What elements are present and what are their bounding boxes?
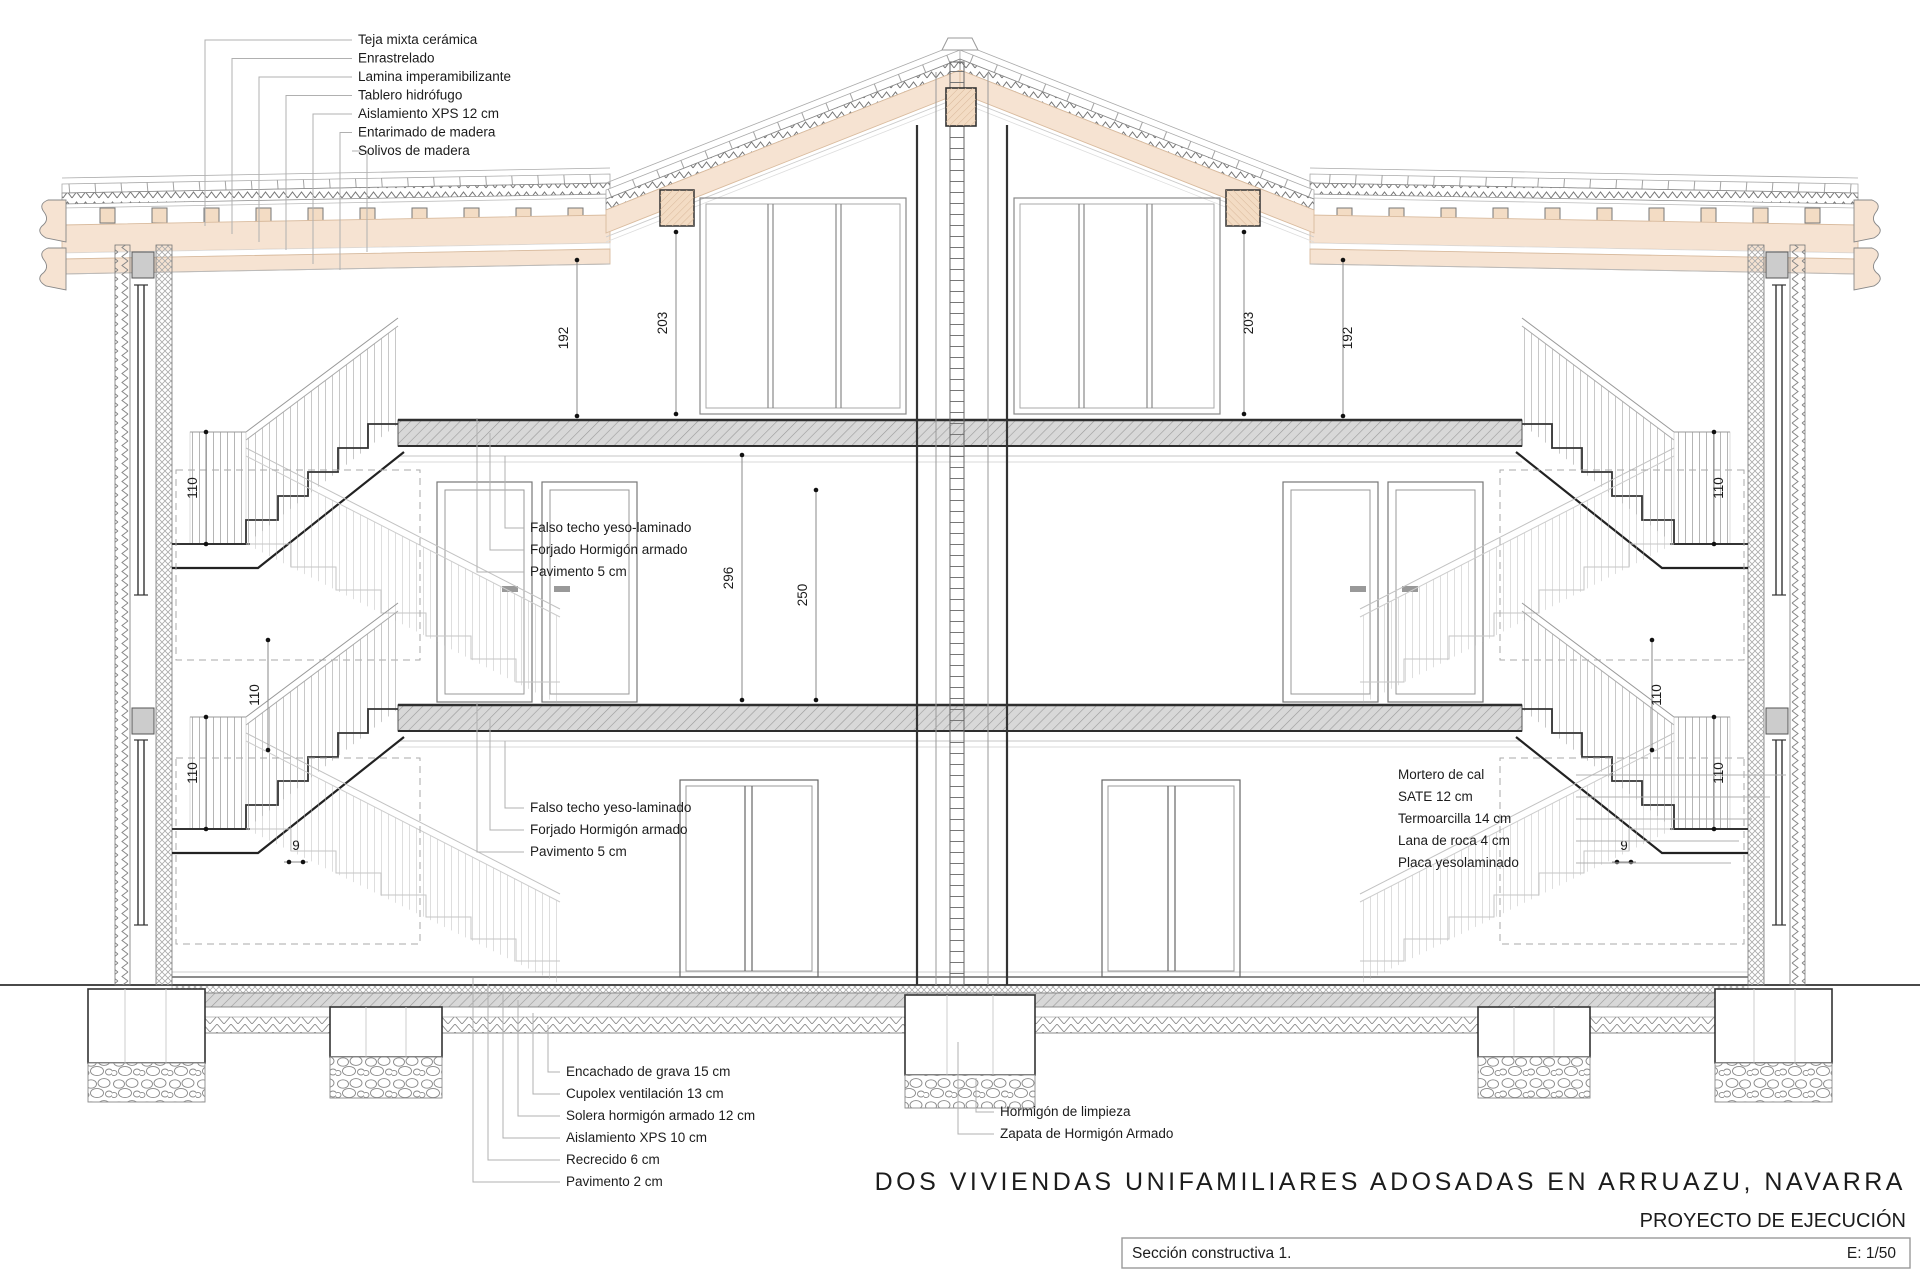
- dim-110-left-upper: 110: [185, 477, 200, 499]
- wall-layer-label: SATE 12 cm: [1398, 789, 1473, 804]
- dim-110-right-upper: 110: [1711, 477, 1726, 499]
- dim-296: 296: [721, 566, 736, 590]
- right-half-structure: [960, 43, 1880, 1102]
- party-wall: [917, 62, 1007, 985]
- roof-layer-label: Aislamiento XPS 12 cm: [358, 106, 500, 121]
- dim-192-left: 192: [556, 326, 571, 350]
- drawing-subtitle: PROYECTO DE EJECUCIÓN: [1639, 1210, 1906, 1232]
- dim-203-right: 203: [1241, 311, 1256, 335]
- floor-layer-label: Pavimento 5 cm: [530, 564, 627, 579]
- wall-layer-label: Placa yesolaminado: [1398, 855, 1519, 870]
- ground-layer-labels: [473, 978, 755, 1189]
- ground-layer-label: Aislamiento XPS 10 cm: [566, 1130, 708, 1145]
- floor-layer-label: Forjado Hormigón armado: [530, 822, 688, 837]
- floor-layer-label: Falso techo yeso-laminado: [530, 520, 692, 535]
- main-roof: [606, 43, 960, 242]
- central-footing: [905, 995, 1035, 1108]
- foundation-label: Zapata de Hormigón Armado: [1000, 1126, 1174, 1141]
- dim-110-right-lower: 110: [1711, 762, 1726, 784]
- purlin-beam: [660, 190, 694, 226]
- roof-layer-label: Enrastrelado: [358, 50, 435, 66]
- ground-layer-label: Pavimento 2 cm: [566, 1174, 663, 1189]
- dim-203-left: 203: [655, 311, 670, 335]
- attic-window: [700, 198, 906, 414]
- dim-110-left-lower: 110: [185, 762, 200, 784]
- wall-layer-label: Lana de roca 4 cm: [1398, 833, 1510, 848]
- wall-layer-label: Mortero de cal: [1398, 767, 1485, 782]
- dim-9-right: 9: [1620, 838, 1628, 853]
- ground-layer-label: Cupolex ventilación 13 cm: [566, 1086, 724, 1101]
- exterior-wall: [115, 245, 172, 985]
- floor-layer-label: Pavimento 5 cm: [530, 844, 627, 859]
- wall-layer-label: Termoarcilla 14 cm: [1398, 811, 1512, 826]
- roof-layer-label: Entarimado de madera: [358, 124, 496, 140]
- drawing-title: DOS VIVIENDAS UNIFAMILIARES ADOSADAS EN ARRUAZU, NAVARRA: [874, 1168, 1906, 1196]
- roof-layer-label: Solivos de madera: [358, 143, 470, 158]
- dim-250: 250: [795, 583, 810, 607]
- ground-layer-label: Solera hormigón armado 12 cm: [566, 1108, 756, 1123]
- foundation-label: Hormigón de limpieza: [1000, 1104, 1131, 1119]
- ground-layer-label: Encachado de grava 15 cm: [566, 1064, 731, 1079]
- ground-window: [680, 780, 818, 977]
- title-block: [875, 1168, 1910, 1268]
- sheet-scale: E: 1/50: [1846, 1245, 1896, 1262]
- sheet-name: Sección constructiva 1.: [1132, 1245, 1292, 1262]
- roof-layer-label: Tablero hidrófugo: [358, 87, 463, 103]
- floor-layer-label: Forjado Hormigón armado: [530, 542, 688, 557]
- roof-layer-label: Teja mixta cerámica: [358, 32, 478, 47]
- roof-layer-label: Lamina imperamibilizante: [358, 69, 512, 84]
- dim-110-right-mid: 110: [1649, 684, 1664, 706]
- ground-layer-label: Recrecido 6 cm: [566, 1152, 660, 1167]
- dim-192-right: 192: [1340, 326, 1355, 350]
- dim-9-left: 9: [292, 838, 300, 853]
- dim-110-left-mid: 110: [247, 684, 262, 706]
- floor-layer-label: Falso techo yeso-laminado: [530, 800, 692, 815]
